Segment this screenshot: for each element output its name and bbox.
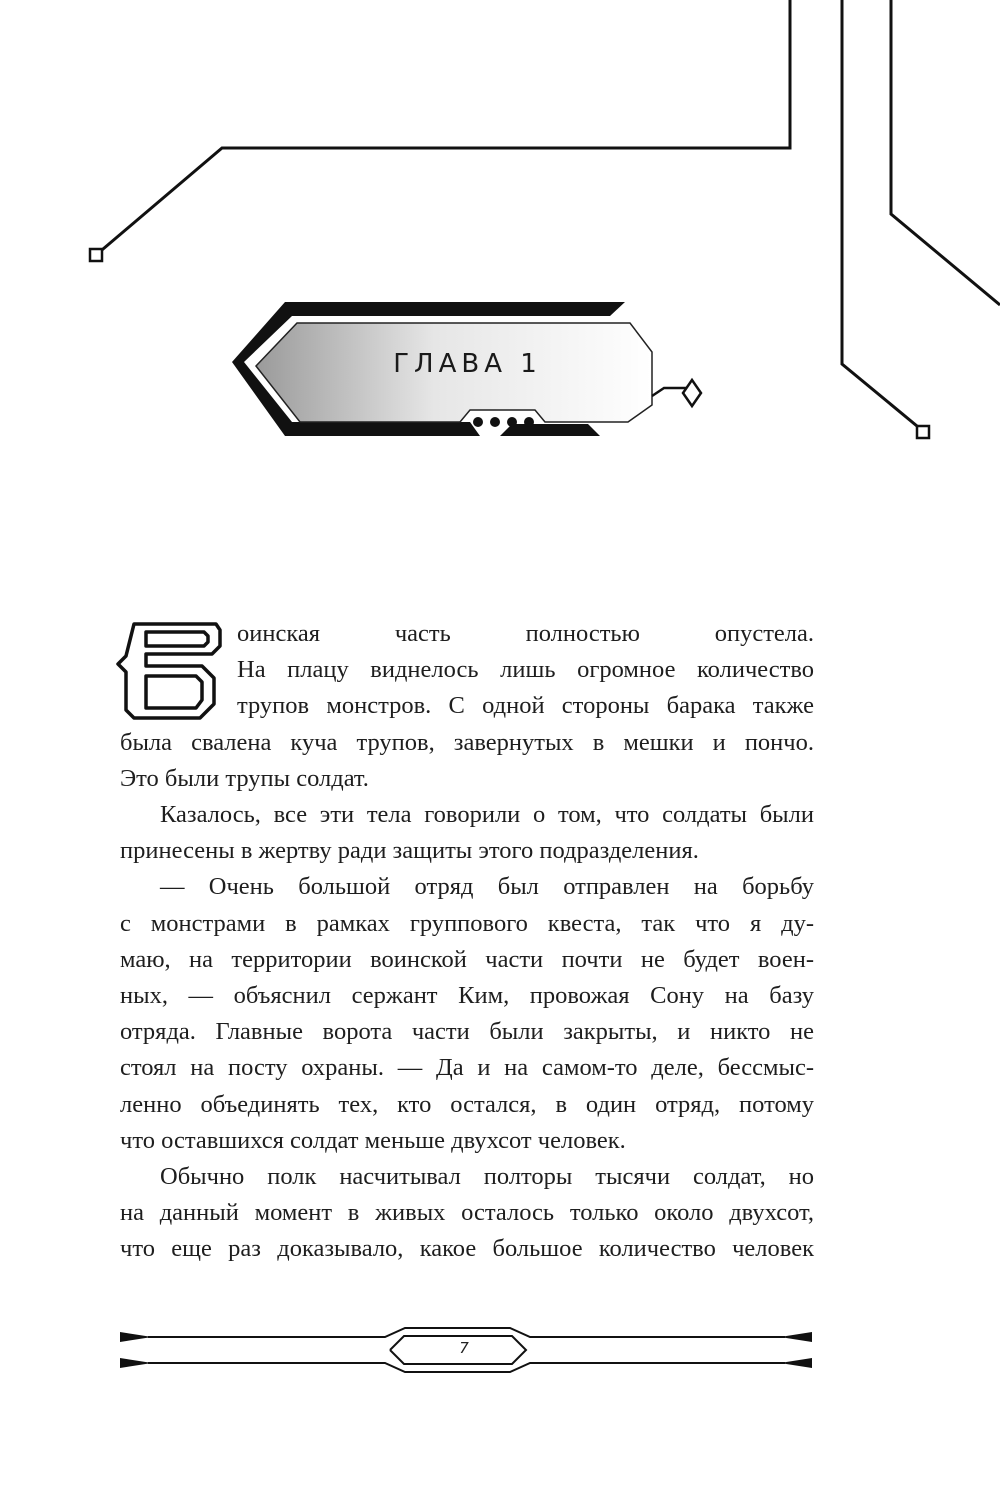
badge-dot — [490, 417, 500, 427]
paragraph-2 — [120, 797, 814, 869]
chapter-title: ГЛАВА 1 — [393, 349, 542, 379]
text-line: что еще раз доказывало, какое большое количество человек — [120, 1235, 814, 1263]
text-line: Обычно полк насчитывал полторы тысячи солдат, но — [160, 1163, 814, 1191]
text-line: стоял на посту охраны. — Да и на самом-то деле, бессмыс- — [120, 1054, 814, 1082]
text-line: отряда. Главные ворота части были закрыты, и никто не — [120, 1018, 814, 1046]
text-line: маю, на территории воинской части почти не будет воен- — [120, 945, 814, 973]
text-line: Это были трупы солдат. — [120, 764, 369, 792]
paragraph-3 — [120, 869, 814, 1159]
paragraph-4 — [120, 1159, 814, 1268]
text-line: — Очень большой отряд был отправлен на борьбу — [160, 873, 814, 901]
text-line: На плацу виднелось лишь огромное количество — [237, 656, 814, 684]
text-line: трупов монстров. С одной стороны барака также — [237, 692, 814, 720]
text-line: ных, — объяснил сержант Ким, провожая Сону на базу — [120, 982, 814, 1010]
text-line: ленно объединять тех, кто остался, в один отряд, потому — [120, 1090, 814, 1118]
text-line: оинская часть полностью опустела. — [237, 620, 814, 647]
footer-ornament — [0, 1320, 1000, 1380]
chapter-badge — [0, 0, 1000, 460]
text-line: с монстрами в рамках группового квеста, так что я ду- — [120, 909, 814, 937]
text-line: что оставшихся солдат меньше двухсот человек. — [120, 1126, 626, 1154]
text-line: Казалось, все эти тела говорили о том, что солдаты были — [160, 801, 814, 829]
text-line: была свалена куча трупов, завернутых в мешки и пончо. — [120, 728, 814, 756]
page-number: 7 — [459, 1339, 469, 1357]
drop-cap-letter: В — [116, 620, 117, 621]
text-line: на данный момент в живых осталось только около двухсот, — [120, 1199, 814, 1227]
body-text — [120, 616, 814, 1268]
badge-dot — [524, 417, 534, 427]
paragraph-1 — [120, 616, 814, 797]
badge-dot — [473, 417, 483, 427]
badge-dot — [507, 417, 517, 427]
text-line: принесены в жертву ради защиты этого подразделения. — [120, 837, 699, 865]
